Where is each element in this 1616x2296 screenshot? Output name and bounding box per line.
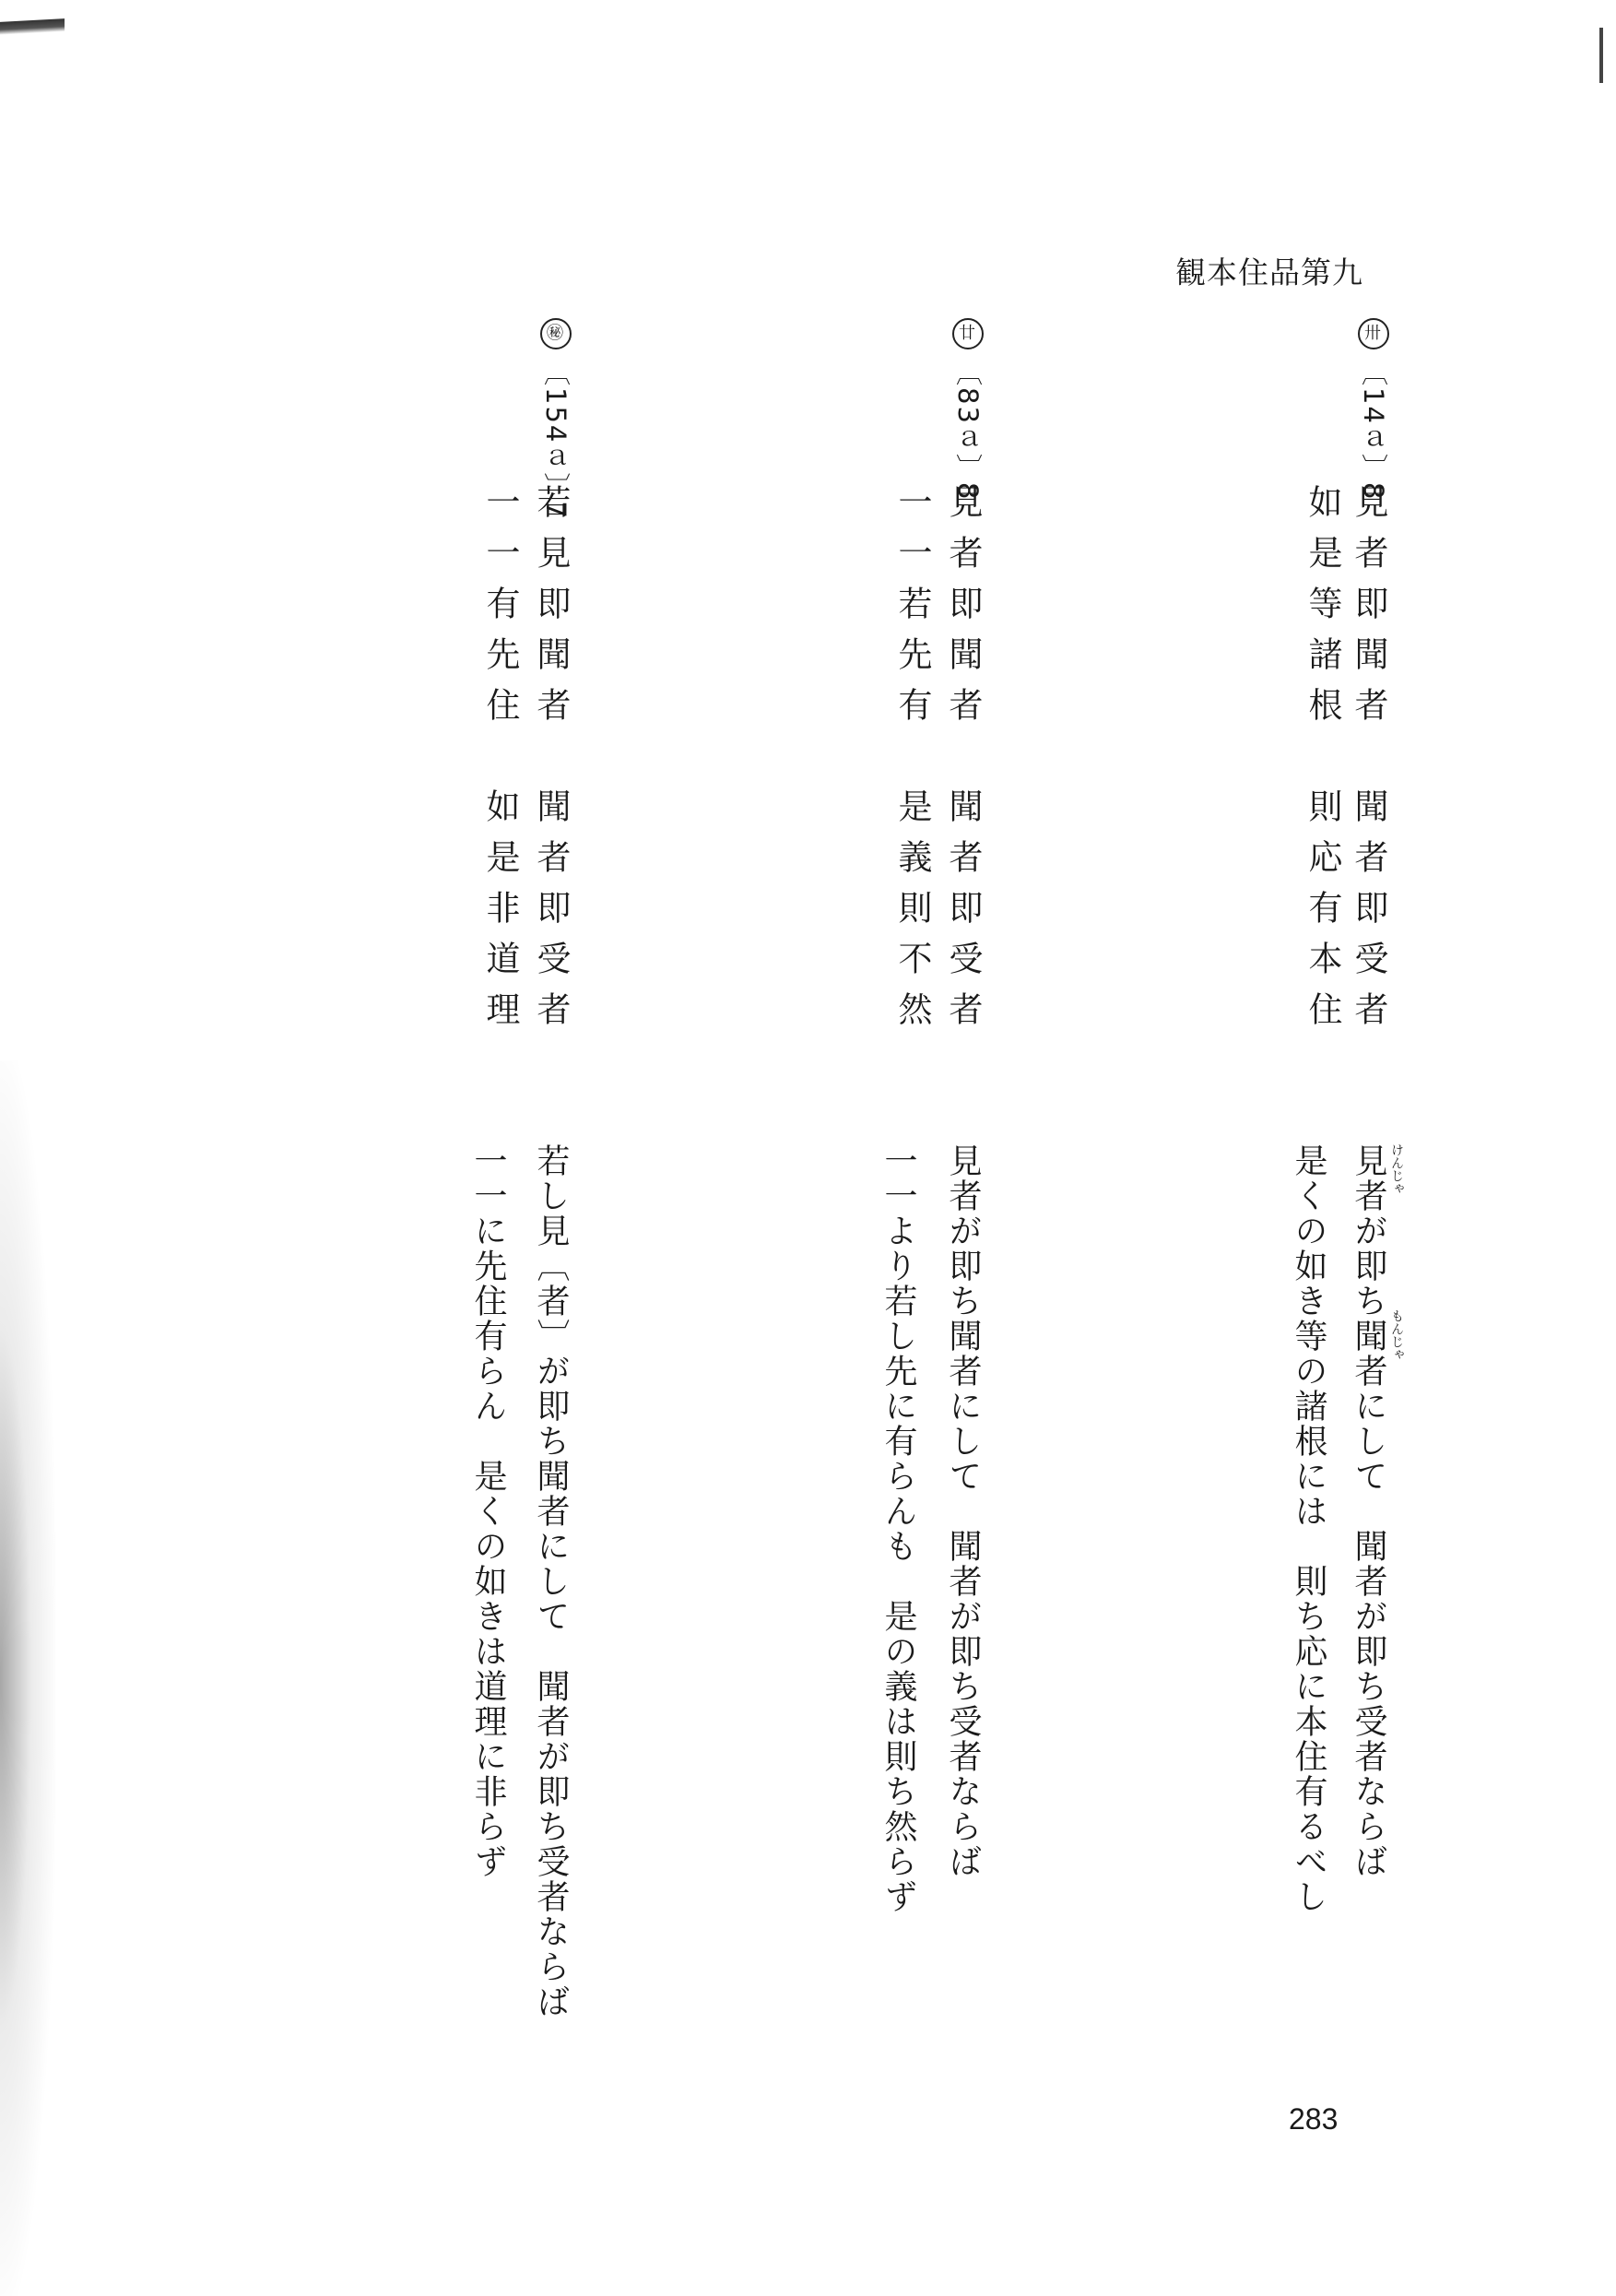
translation-line: 見者が即ち聞者にして 聞者が即ち受者ならば	[944, 1143, 982, 1879]
entry-reference	[1355, 318, 1393, 501]
translation-line: 若し見〔者〕が即ち聞者にして 聞者が即ち受者ならば	[532, 1143, 570, 2019]
translation-line: 見者が即ち聞者にして 聞者が即ち受者ならば	[1350, 1143, 1387, 1879]
entry-mark: 卅	[1358, 318, 1389, 349]
verse-line: 一一有先住 如是非道理	[480, 484, 520, 1042]
scan-artifact	[1599, 28, 1603, 83]
running-head: 観本住品第九	[1175, 254, 1363, 290]
reference-number: 〔83ａ〕8	[952, 359, 984, 502]
entry-reference	[950, 318, 987, 501]
ruby: けんじゃ	[1389, 1143, 1404, 1195]
verse-line: 一一若先有 是義則不然	[892, 484, 932, 1042]
translation-line: 一一より若し先に有らんも 是の義は則ち然らず	[879, 1143, 917, 1914]
ruby: もんじゃ	[1389, 1309, 1404, 1361]
verse-line: 見者即聞者 聞者即受者	[1349, 484, 1388, 1042]
reference-number: 〔14ａ〕8	[1358, 359, 1389, 502]
entry-mark: 廿	[952, 318, 984, 349]
page-number: 283	[1289, 2102, 1339, 2136]
translation-line: 一一に先住有らん 是くの如きは道理に非らず	[469, 1143, 507, 1879]
verse-line: 若見即聞者 聞者即受者	[531, 484, 571, 1042]
entry-mark: ㊙	[540, 318, 572, 349]
verse-line: 如是等諸根 則応有本住	[1303, 484, 1342, 1042]
scan-artifact	[0, 18, 65, 35]
translation-line: 是くの如き等の諸根には 則ち応に本住有るべし	[1290, 1143, 1327, 1914]
reference-number: 〔154ａ〕7	[540, 359, 572, 520]
scan-shadow	[0, 1060, 55, 2296]
verse-line: 見者即聞者 聞者即受者	[943, 484, 983, 1042]
